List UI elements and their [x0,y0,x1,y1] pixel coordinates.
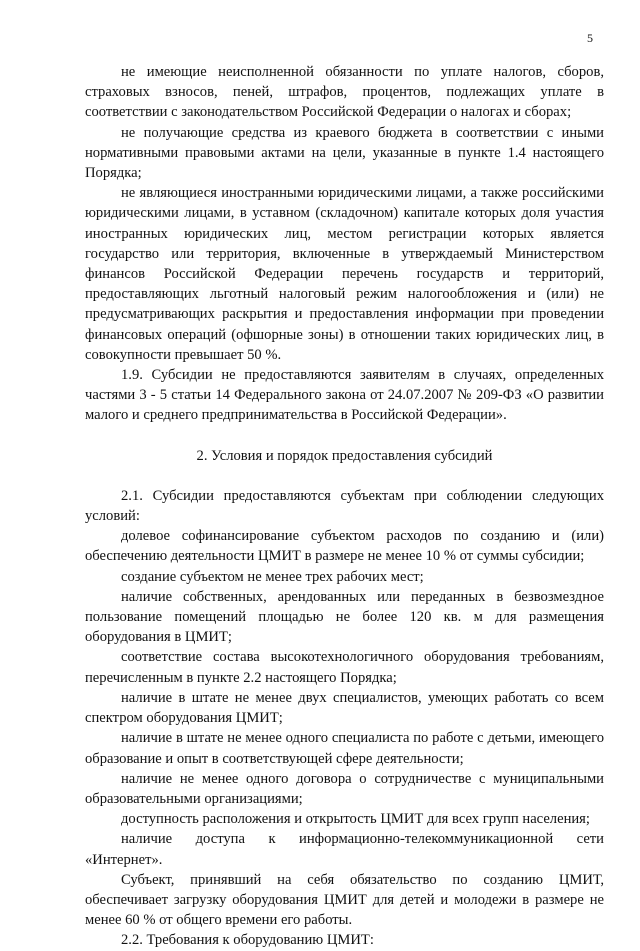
paragraph-2-1: 2.1. Субсидии предоставляются субъектам при соблюдении следующих условий: [85,487,604,525]
condition-specialists: наличие в штате не менее двух специалистов, умеющих работать со всем спектром оборудования ЦМИТ; [85,689,604,727]
paragraph-load-obligation: Субъект, принявший на себя обязательство по созданию ЦМИТ, обеспечивает загрузку оборудования ЦМИТ для детей и молодежи в размере не менее 60 % от общего времени его работы. [85,871,604,929]
paragraph-1-9: 1.9. Субсидии не предоставляются заявителям в случаях, определенных частями 3 - 5 статьи 14 Федерального закона от 24.07.2007 № 209-ФЗ «О развитии малого и среднего предпринимательства в Российской Федерации». [85,367,604,424]
paragraph-regional-budget: не получающие средства из краевого бюджета в соответствии с иными нормативными правовыми актами на цели, указанные в пункте 1.4 настоящего Порядка; [85,124,604,182]
condition-internet: наличие доступа к информационно-телекоммуникационной сети «Интернет». [85,831,604,868]
condition-premises: наличие собственных, арендованных или переданных в безвозмездное пользование помещений площадью не более 120 кв. м для размещения оборудования в ЦМИТ; [85,588,604,646]
page-number: 5 [587,31,593,45]
paragraph-2-2: 2.2. Требования к оборудованию ЦМИТ: [121,932,374,949]
paragraph-tax-obligations: не имеющие неисполненной обязанности по уплате налогов, сборов, страховых взносов, пеней, штрафов, процентов, подлежащих уплате в соответствии с законодательством Российской Федерации о налогах и сборах; [85,64,604,121]
condition-jobs: создание субъектом не менее трех рабочих мест; [121,568,424,585]
condition-child-specialist: наличие в штате не менее одного специалиста по работе с детьми, имеющего образование и опыт в соответствующей сфере деятельности; [85,730,604,767]
paragraph-foreign-entities: не являющиеся иностранными юридическими лицами, а также российскими юридическими лицами, в уставном (складочном) капитале которых доля участия иностранных юридических лиц, местом регистрации которых является государство или территория, включенные в утверждаемый Министерством финансов Российской Федерации перечень государств и территорий, предоставляющих льготный налоговый режим налогообложения и (или) не предусматривающих раскрытия и предоставления информации при проведении финансовых операций (офшорные зоны) в отношении таких юридических лиц, в совокупности превышает 50 %. [85,185,604,363]
condition-cofinancing: долевое софинансирование субъектом расходов по созданию и (или) обеспечению деятельности ЦМИТ в размере не менее 10 % от суммы субсидии; [85,528,604,565]
section-heading: 2. Условия и порядок предоставления субсидий [196,447,493,464]
condition-cooperation: наличие не менее одного договора о сотрудничестве с муниципальными образовательными организациями; [85,770,604,807]
condition-equipment: соответствие состава высокотехнологичного оборудования требованиям, перечисленным в пункте 2.2 настоящего Порядка; [85,649,604,686]
condition-accessibility: доступность расположения и открытость ЦМИТ для всех групп населения; [121,811,590,828]
document-body [85,62,604,951]
